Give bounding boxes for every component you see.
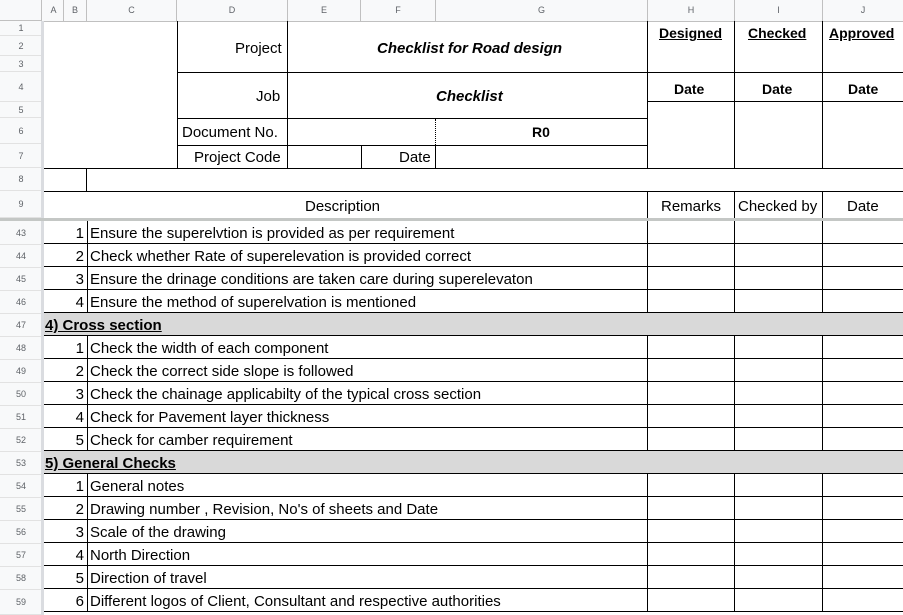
remarks-cell[interactable] (648, 520, 734, 543)
project-label: Project (235, 40, 282, 57)
checked-by-cell[interactable] (735, 382, 822, 405)
date-cell[interactable] (823, 543, 903, 566)
checked-by-cell[interactable] (735, 405, 822, 428)
row-header-bar (0, 21, 43, 615)
row-header[interactable]: 1 (0, 21, 42, 36)
row-header[interactable]: 8 (0, 168, 42, 191)
row-header[interactable]: 55 (0, 498, 42, 521)
row-header[interactable]: 45 (0, 268, 42, 291)
row-header[interactable]: 59 (0, 590, 42, 615)
remarks-cell[interactable] (648, 474, 734, 497)
checked-by-cell[interactable] (735, 267, 822, 290)
checked-header: Checked (748, 25, 807, 41)
row-header[interactable]: 57 (0, 544, 42, 567)
column-header-h[interactable]: H (648, 0, 735, 21)
remarks-cell[interactable] (648, 428, 734, 451)
item-number[interactable]: 5 (75, 570, 84, 587)
section-header-row (44, 313, 903, 336)
item-description[interactable]: Check whether Rate of superelevation is provided correct (90, 248, 472, 265)
row-header[interactable]: 56 (0, 521, 42, 544)
checked-date-label: Date (762, 81, 793, 97)
item-number[interactable]: 2 (75, 248, 84, 265)
item-description[interactable]: Drawing number , Revision, No's of sheets and Date (90, 501, 439, 518)
row-header[interactable]: 49 (0, 360, 42, 383)
item-description[interactable]: Ensure the method of superelvation is mentioned (90, 294, 417, 311)
item-number[interactable]: 5 (75, 432, 84, 449)
item-number[interactable]: 4 (75, 409, 84, 426)
row-header[interactable]: 44 (0, 245, 42, 268)
column-header-i[interactable]: I (735, 0, 823, 21)
frozen-row-divider[interactable] (0, 218, 903, 221)
item-number[interactable]: 1 (75, 340, 84, 357)
date-cell[interactable] (823, 290, 903, 313)
checked-by-cell[interactable] (735, 497, 822, 520)
select-all-corner[interactable] (0, 0, 42, 21)
item-description[interactable]: Check for Pavement layer thickness (90, 409, 330, 426)
remarks-cell[interactable] (648, 267, 734, 290)
row-header[interactable]: 2 (0, 36, 42, 56)
item-description[interactable]: Direction of travel (90, 570, 207, 587)
section-title[interactable]: 5) General Checks (45, 455, 176, 472)
job-label: Job (256, 88, 281, 105)
row-header[interactable]: 6 (0, 118, 42, 144)
row-header[interactable]: 48 (0, 337, 42, 360)
column-header-b[interactable]: B (64, 0, 87, 21)
checked-by-cell[interactable] (735, 543, 822, 566)
section-title[interactable]: 4) Cross section (45, 317, 162, 334)
remarks-cell[interactable] (648, 359, 734, 382)
remarks-cell[interactable] (648, 543, 734, 566)
date-cell[interactable] (823, 221, 903, 244)
item-number[interactable]: 2 (75, 501, 84, 518)
remarks-cell[interactable] (648, 336, 734, 359)
row-header[interactable]: 50 (0, 383, 42, 406)
row-header[interactable]: 9 (0, 191, 42, 218)
remarks-header: Remarks (661, 198, 722, 215)
remarks-cell[interactable] (648, 405, 734, 428)
date-cell[interactable] (823, 589, 903, 612)
row-header[interactable]: 5 (0, 102, 42, 118)
designed-date-label: Date (674, 81, 705, 97)
row-header[interactable]: 54 (0, 475, 42, 498)
row-header[interactable]: 46 (0, 291, 42, 314)
row-header[interactable]: 58 (0, 567, 42, 590)
item-number[interactable]: 3 (75, 271, 84, 288)
checked-by-cell[interactable] (735, 428, 822, 451)
date-cell[interactable] (823, 244, 903, 267)
item-number[interactable]: 2 (75, 363, 84, 380)
item-number[interactable]: 6 (75, 593, 84, 610)
item-number[interactable]: 3 (75, 524, 84, 541)
remarks-cell[interactable] (648, 244, 734, 267)
column-header-j[interactable]: J (860, 5, 866, 15)
item-number[interactable]: 4 (75, 294, 84, 311)
checked-by-cell[interactable] (735, 244, 822, 267)
date-cell[interactable] (823, 382, 903, 405)
column-header-c[interactable]: C (87, 0, 177, 21)
row-header[interactable]: 51 (0, 406, 42, 429)
document-no-label: Document No. (182, 124, 278, 141)
date-cell[interactable] (823, 359, 903, 382)
description-header: Description (305, 198, 381, 215)
date-cell[interactable] (823, 520, 903, 543)
date-cell[interactable] (823, 497, 903, 520)
date-cell[interactable] (823, 566, 903, 589)
remarks-cell[interactable] (648, 497, 734, 520)
column-header-a[interactable]: A (44, 0, 64, 21)
item-number[interactable]: 4 (75, 547, 84, 564)
checked-by-cell[interactable] (735, 336, 822, 359)
date-cell[interactable] (823, 428, 903, 451)
remarks-cell[interactable] (648, 290, 734, 313)
project-code-label: Project Code (194, 149, 281, 166)
date-cell[interactable] (823, 474, 903, 497)
date-header: Date (847, 198, 879, 215)
row-header[interactable]: 43 (0, 221, 42, 245)
project-title[interactable]: Checklist for Road design (377, 40, 563, 57)
designed-header: Designed (659, 25, 723, 41)
checked-by-cell[interactable] (735, 474, 822, 497)
row-header[interactable]: 53 (0, 452, 42, 475)
item-description[interactable]: Scale of the drawing (90, 524, 226, 541)
approved-header: Approved (829, 25, 895, 41)
column-header-e[interactable]: E (288, 0, 361, 21)
row-header[interactable]: 52 (0, 429, 42, 452)
remarks-cell[interactable] (648, 382, 734, 405)
checked-by-cell[interactable] (735, 359, 822, 382)
row-header[interactable]: 7 (0, 144, 42, 168)
checked-by-header: Checked by (738, 198, 818, 215)
column-header-d[interactable]: D (177, 0, 288, 21)
checked-by-cell[interactable] (735, 221, 822, 244)
item-description[interactable]: Ensure the superelvtion is provided as per requirement (90, 225, 455, 242)
approved-date-label: Date (848, 81, 879, 97)
column-header-f[interactable]: F (361, 0, 436, 21)
item-description[interactable]: General notes (90, 478, 185, 495)
job-value[interactable]: Checklist (436, 88, 503, 105)
item-description[interactable]: Ensure the drinage conditions are taken care during superelevaton (90, 271, 533, 288)
column-header-bar (0, 0, 903, 22)
remarks-cell[interactable] (648, 566, 734, 589)
item-number[interactable]: 1 (75, 478, 84, 495)
item-number[interactable]: 1 (75, 225, 84, 242)
checked-by-cell[interactable] (735, 566, 822, 589)
item-description[interactable]: Different logos of Client, Consultant and respective authorities (90, 593, 501, 610)
checked-by-cell[interactable] (735, 290, 822, 313)
date-cell[interactable] (823, 405, 903, 428)
item-description[interactable]: Check for camber requirement (90, 432, 293, 449)
item-description[interactable]: Check the width of each component (90, 340, 329, 357)
checked-by-cell[interactable] (735, 520, 822, 543)
document-no-value[interactable]: R0 (532, 124, 550, 140)
item-description[interactable]: Check the correct side slope is followed (90, 363, 354, 380)
item-description[interactable]: Check the chainage applicabilty of the typical cross section (90, 386, 482, 403)
checked-by-cell[interactable] (735, 589, 822, 612)
date-cell[interactable] (823, 336, 903, 359)
item-number[interactable]: 3 (75, 386, 84, 403)
date-label: Date (399, 149, 431, 166)
item-description[interactable]: North Direction (90, 547, 191, 564)
row-header[interactable]: 4 (0, 72, 42, 102)
remarks-cell[interactable] (648, 589, 734, 612)
column-header-g[interactable]: G (436, 0, 648, 21)
date-cell[interactable] (823, 267, 903, 290)
remarks-cell[interactable] (648, 221, 734, 244)
row-header[interactable]: 3 (0, 56, 42, 72)
row-header[interactable]: 47 (0, 314, 42, 337)
